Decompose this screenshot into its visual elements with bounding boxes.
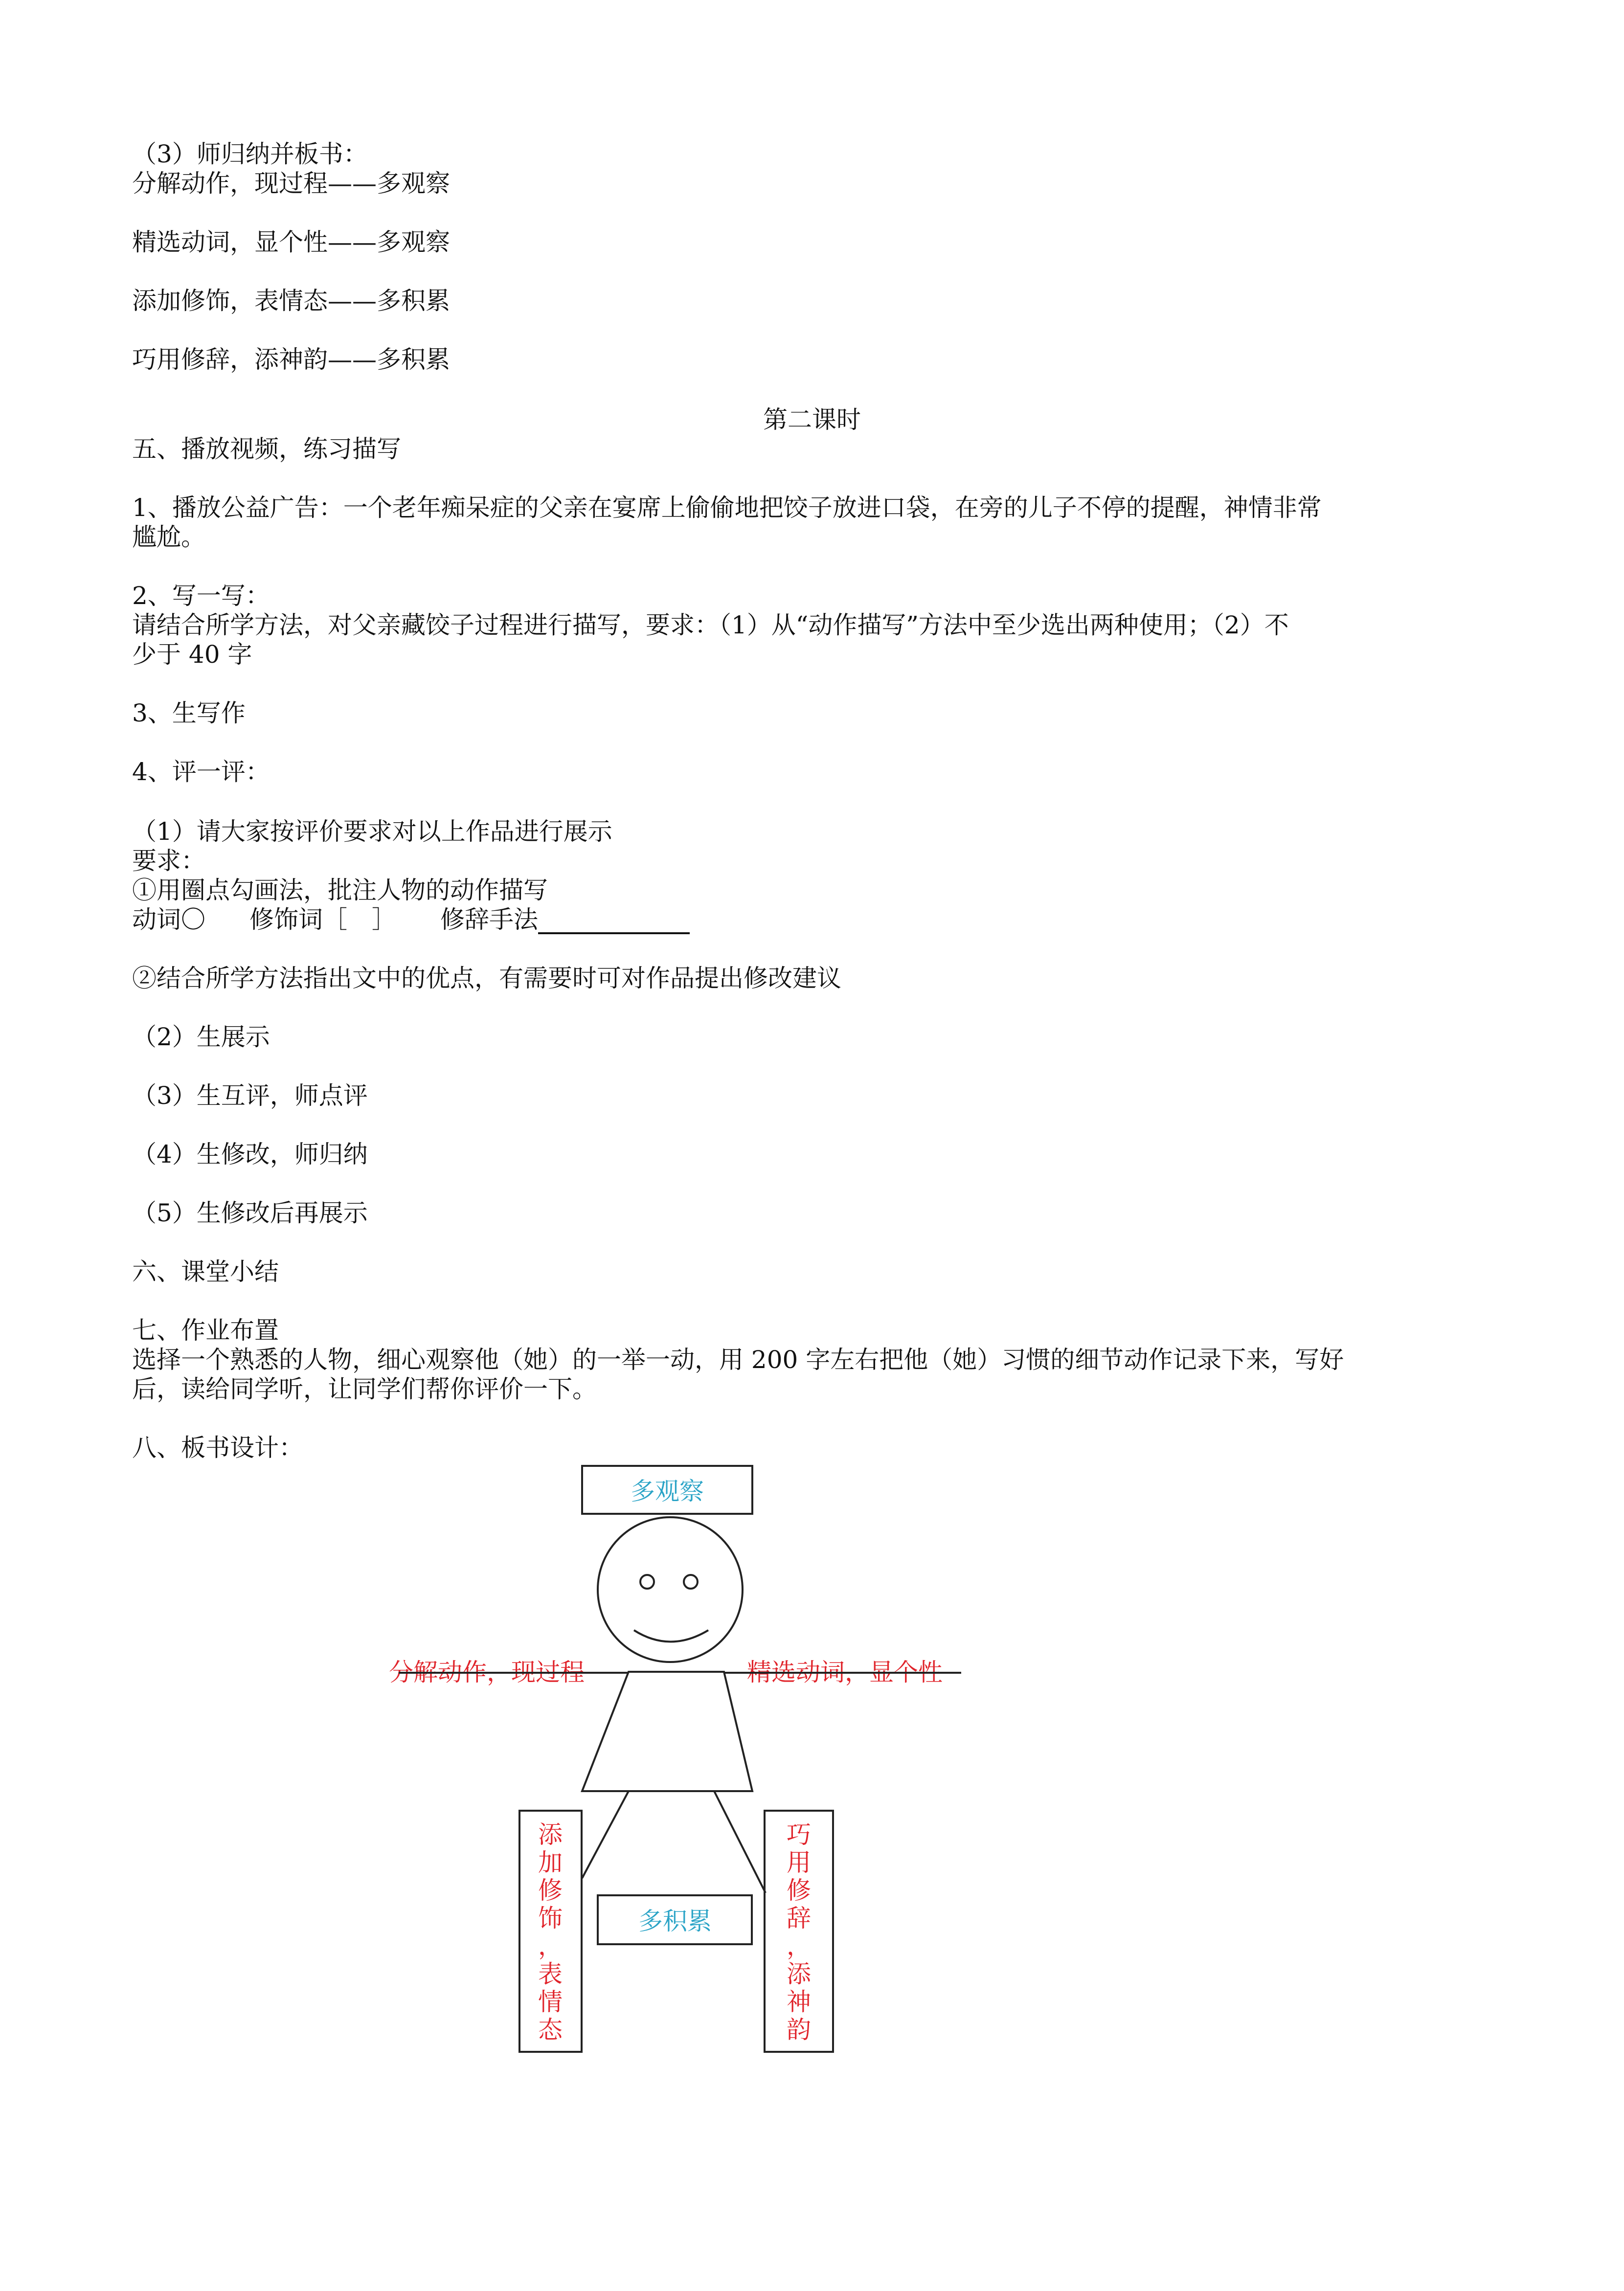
- left_leg_chars-char: 情: [538, 1988, 563, 2016]
- text-line: （2）生展示: [132, 1023, 270, 1051]
- top-box-label: 多观察: [631, 1477, 704, 1505]
- mark-rhetoric: 修辞手法: [440, 905, 538, 934]
- right_leg_chars-char: 用: [787, 1848, 811, 1877]
- text-line: （5）生修改后再展示: [132, 1199, 368, 1227]
- text-line: 后，读给同学听，让同学们帮你评价一下。: [132, 1375, 597, 1403]
- right_leg_chars-char: 添: [787, 1960, 811, 1988]
- text-line: 选择一个熟悉的人物，细心观察他（她）的一举一动，用 200 字左右把他（她）习惯的细节动作记录下来，写好: [132, 1346, 1344, 1374]
- mark-modifier: 修饰词［ ］: [249, 905, 396, 934]
- right-eye: [684, 1575, 698, 1589]
- annotation-marks: [132, 905, 690, 934]
- head: [598, 1517, 743, 1662]
- text-line: （3）生互评，师点评: [132, 1081, 368, 1110]
- right_leg_chars-char: 巧: [787, 1820, 811, 1849]
- right_leg_chars-char: ，: [787, 1932, 811, 1960]
- text-line: 3、生写作: [132, 699, 246, 727]
- text-line: 请结合所学方法，对父亲藏饺子过程进行描写，要求：（1）从“动作描写”方法中至少选出两种使用；（2）不: [132, 611, 1289, 639]
- text-line: （1）请大家按评价要求对以上作品进行展示: [132, 817, 612, 846]
- right_leg_chars-char: 韵: [787, 2016, 811, 2044]
- heading: 八、板书设计：: [132, 1434, 303, 1462]
- heading: 五、播放视频，练习描写: [132, 435, 401, 463]
- left_leg_chars-char: 加: [538, 1848, 563, 1877]
- right-leg: [714, 1791, 766, 1893]
- left_leg_chars-char: 添: [538, 1820, 563, 1849]
- left-arm-label: 分解动作，现过程: [389, 1658, 585, 1686]
- left_leg_chars-char: 修: [538, 1876, 563, 1905]
- text-line: ②结合所学方法指出文中的优点，有需要时可对作品提出修改建议: [132, 964, 841, 992]
- left_leg_chars-char: 表: [538, 1960, 563, 1988]
- text-line: 2、写一写：: [132, 582, 270, 610]
- text-line: 少于 40 字: [132, 640, 252, 669]
- bottom-box: [598, 1895, 752, 1944]
- text-line: （4）生修改，师归纳: [132, 1140, 368, 1168]
- mark-verb: 动词〇: [132, 905, 205, 934]
- left_leg_chars-char: ，: [538, 1932, 563, 1960]
- left-eye: [640, 1575, 654, 1589]
- right-arm-label: 精选动词，显个性: [747, 1658, 943, 1686]
- right_leg_chars-char: 神: [787, 1988, 811, 2016]
- rhetoric-blank: [538, 907, 690, 934]
- left_leg_chars-char: 态: [538, 2016, 563, 2044]
- top-box: [582, 1466, 752, 1514]
- text-line: 4、评一评：: [132, 758, 270, 786]
- text-line: 添加修饰，表情态——多积累: [132, 287, 450, 315]
- right_leg_chars-char: 辞: [787, 1904, 811, 1932]
- right-leg-box: [765, 1811, 833, 2052]
- text-line: 巧用修辞，添神韵——多积累: [132, 345, 450, 374]
- text-line: 1、播放公益广告：一个老年痴呆症的父亲在宴席上偷偷地把饺子放进口袋，在旁的儿子不停的提醒，神情非常: [132, 494, 1322, 522]
- text-line: 要求：: [132, 847, 205, 875]
- bottom-box-label: 多积累: [638, 1907, 712, 1935]
- section-title: 第二课时: [763, 405, 861, 434]
- text-line: 尴尬。: [132, 523, 205, 551]
- text-line: 精选动词，显个性——多观察: [132, 228, 450, 256]
- left-leg: [582, 1791, 629, 1878]
- smile: [634, 1630, 708, 1642]
- body: [582, 1672, 752, 1791]
- left-leg-box: [519, 1811, 582, 2052]
- heading: 六、课堂小结: [132, 1258, 279, 1286]
- text-line: ①用圈点勾画法，批注人物的动作描写: [132, 876, 548, 904]
- heading: 七、作业布置: [132, 1316, 279, 1345]
- right_leg_chars-char: 修: [787, 1876, 811, 1905]
- text-line: （3）师归纳并板书：: [132, 140, 368, 168]
- text-line: 分解动作，现过程——多观察: [132, 169, 450, 198]
- left_leg_chars-char: 饰: [538, 1904, 563, 1932]
